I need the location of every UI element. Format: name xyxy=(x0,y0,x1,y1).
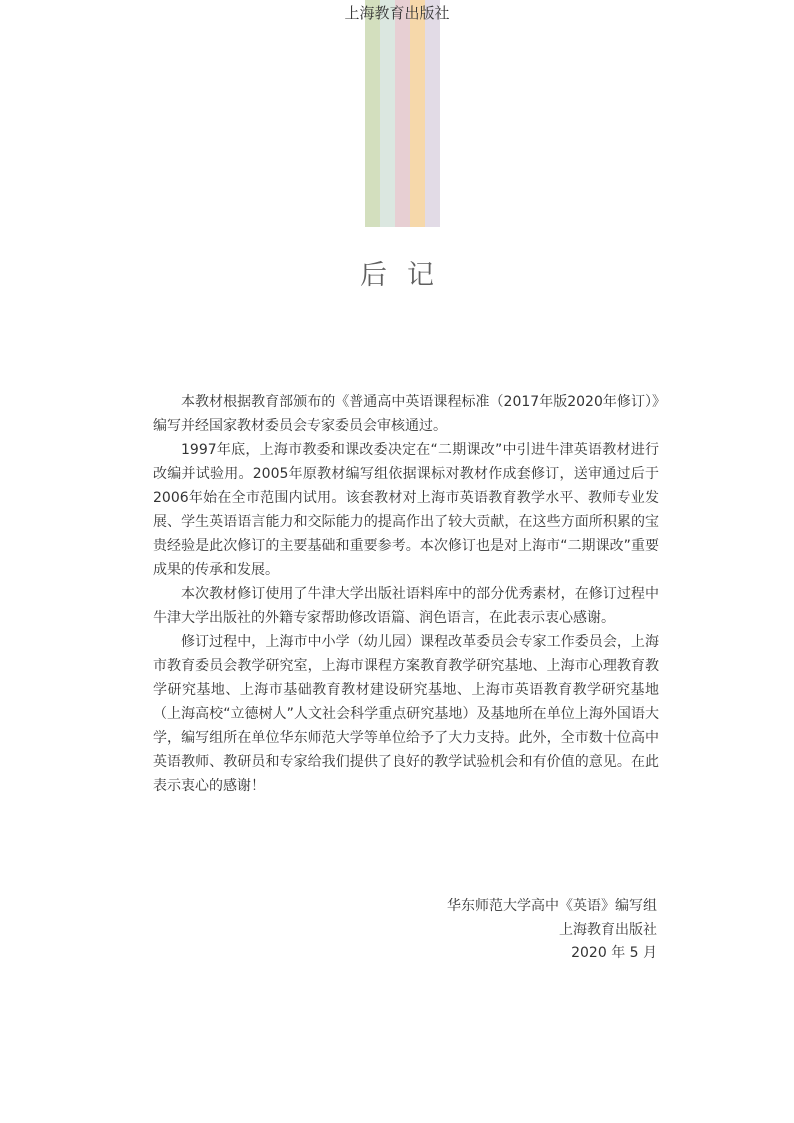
stripe-5 xyxy=(425,0,440,227)
color-stripes-decoration xyxy=(365,0,440,227)
paragraph-4: 修订过程中，上海市中小学（幼儿园）课程改革委员会专家工作委员会，上海市教育委员会教学研究室，上海市课程方案教育教学研究基地、上海市心理教育教学研究基地、上海市基础教育教材建设研究基地、上海市英语教育教学研究基地（上海高校“立德树人”人文社会科学重点研究基地）及基地所在单位上海外国语大学，编写组所在单位华东师范大学等单位给予了大力支持。此外，全市数十位高中英语教师、教研员和专家给我们提供了良好的教学试验机会和有价值的意见。在此表示衷心的感谢！ xyxy=(153,634,659,794)
signature-date: 2020 年 5 月 xyxy=(571,945,657,961)
signature-block xyxy=(447,895,657,966)
stripe-2 xyxy=(380,0,395,227)
page-title xyxy=(0,253,794,292)
publisher-name: 上海教育出版社 xyxy=(344,4,450,22)
signature-editors: 华东师范大学高中《英语》编写组 xyxy=(447,898,657,914)
page-title-char-2: 记 xyxy=(407,260,434,291)
paragraph-1: 本教材根据教育部颁布的《普通高中英语课程标准（2017年版2020年修订）》编写并经国家教材委员会专家委员会审核通过。 xyxy=(153,394,659,434)
paragraph-3: 本次教材修订使用了牛津大学出版社语料库中的部分优秀素材，在修订过程中牛津大学出版社的外籍专家帮助修改语篇、润色语言，在此表示衷心感谢。 xyxy=(153,586,659,626)
paragraph-2: 1997年底，上海市教委和课改委决定在“二期课改”中引进牛津英语教材进行改编并试验用。2005年原教材编写组依据课标对教材作成套修订，送审通过后于2006年始在全市范围内试用。该套教材对上海市英语教育教学水平、教师专业发展、学生英语语言能力和交际能力的提高作出了较大贡献，在这些方面所积累的宝贵经验是此次修订的主要基础和重要参考。本次修订也是对上海市“二期课改”重要成果的传承和发展。 xyxy=(153,442,659,578)
page-title-char-1: 后 xyxy=(360,260,387,291)
afterword-body xyxy=(153,390,659,798)
signature-publisher: 上海教育出版社 xyxy=(559,921,657,938)
stripe-4 xyxy=(410,0,425,227)
stripe-3 xyxy=(395,0,410,227)
stripe-1 xyxy=(365,0,380,227)
